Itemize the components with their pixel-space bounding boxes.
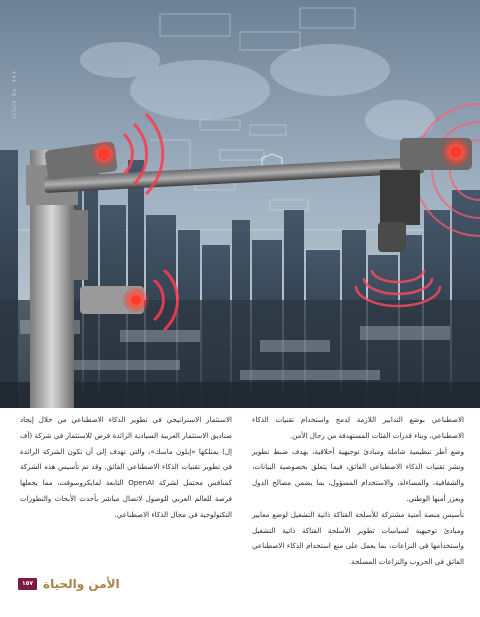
paragraph: الاصطناعي بوضع التدابير اللازمة لدمج واستخدام تقنيات الذكاء الاصطناعي، وبناء قدرات الفئات المستهدفة من رجال الأمن. <box>252 415 464 440</box>
article-column-right <box>252 412 464 570</box>
page-number: ١٥٧ <box>18 578 37 590</box>
issue-side-label: ISSUE No. 444 <box>12 70 18 119</box>
paragraph: وضع أطر تنظيمية شاملة ومبادئ توجيهية أخلاقية، بهدف ضبط تطوير ونشر تقنيات الذكاء الاصطناعي الفائق، فيما يتعلق بخصوصية البيانات، والشفافية، والمساءلة، والاستخدام المسؤول، بما يضمن مصالح الدول ويعزز أمنها الوطني. <box>252 446 464 503</box>
magazine-title: الأمن والحياة <box>43 577 120 591</box>
article-column-left <box>20 412 232 523</box>
paragraph: تأسيس منصة أمنية مشتركة للأسلحة الفتاكة ذاتية التشغيل لوضع معايير ومبادئ توجيهية لسياسات تطوير الأسلحة الفتاكة ذاتية التشغيل واستخدامها في النزاعات، بما يعمل على منع استخدام الذكاء الاصطناعي الفائق في الحروب والنزاعات المسلحة. <box>252 509 464 567</box>
right-camera <box>400 136 472 170</box>
page-footer <box>18 576 120 592</box>
paragraph: الاستثمار الاستراتيجي في تطوير الذكاء الاصطناعي من خلال إيجاد صناديق الاستثمار العربية السيادية الرائدة فرص للاستثمار في شركة (أف إل) يمتلكها «إيلون ماسك»، والتي تهدف إلى أن تكون الشركة الرائدة في تطوير تقنيات الذكاء الاصطناعي الفائق. وقد تم تأسيس هذه الشركة كمنافس محتمل لشركة OpenAI التابعة لمايكروسوفت، مما يجعلها فرصة للعالم العربي للوصول لاتصال مباشر بأحدث الأبحاث والتطورات التكنولوجية في مجال الذكاء الاصطناعي. <box>20 415 232 519</box>
